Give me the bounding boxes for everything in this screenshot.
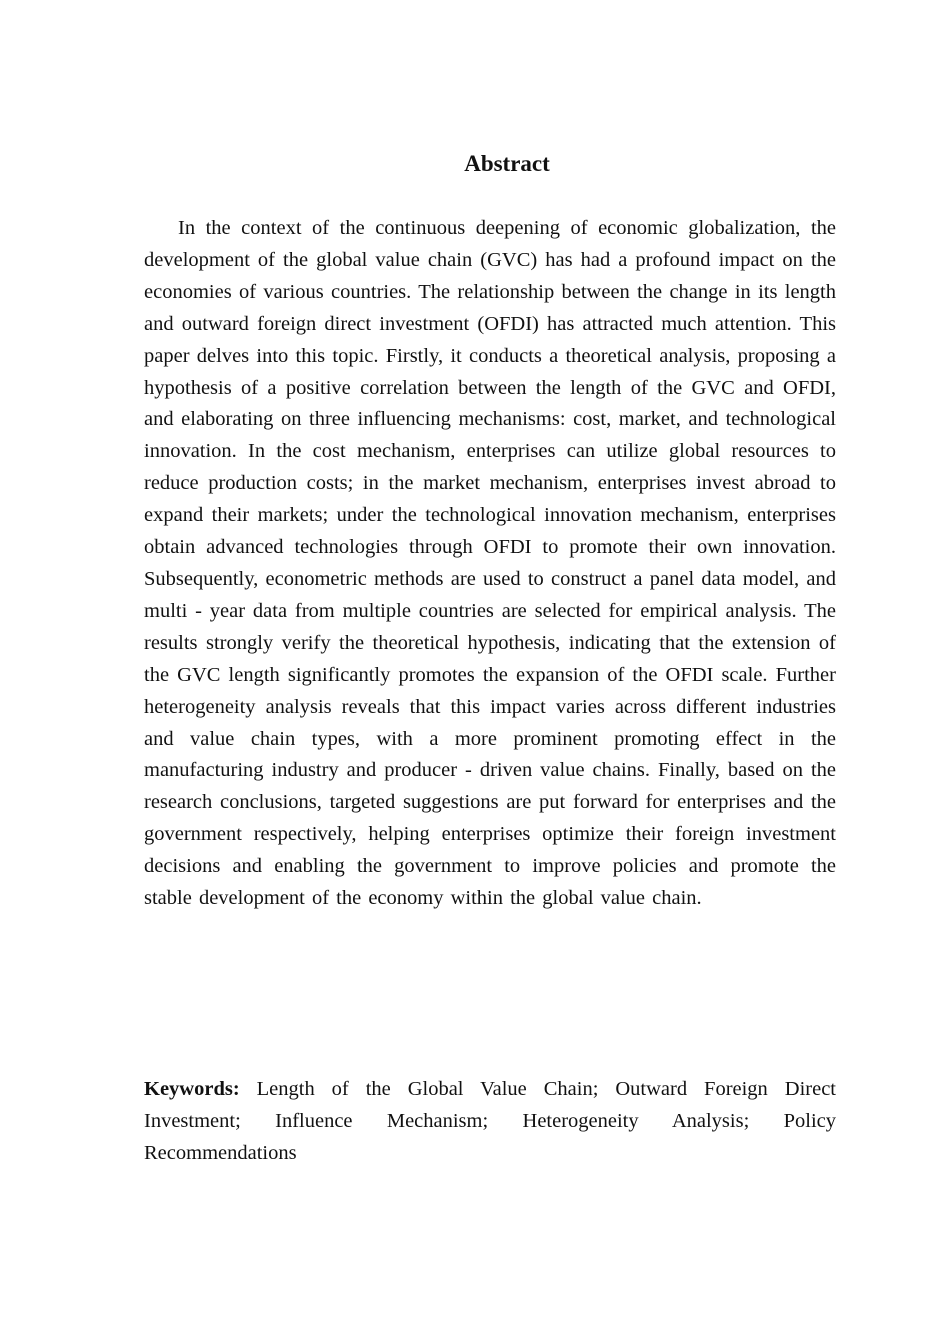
keywords-label: Keywords: (144, 1078, 240, 1100)
keywords-section (144, 1074, 836, 1170)
page-title: Abstract (464, 151, 550, 176)
keywords-text: Length of the Global Value Chain; Outward Foreign Direct Investment; Influence Mechanism; Heterogeneity Analysis; Policy Recommendations (144, 1078, 836, 1164)
abstract-body: In the context of the continuous deepening of economic globalization, the development of the global value chain (GVC) has had a profound impact on the economies of various countries. The relationship between the change in its length and outward foreign direct investment (OFDI) has attracted much attention. This paper delves into this topic. Firstly, it conducts a theoretical analysis, proposing a hypothesis of a positive correlation between the length of the GVC and OFDI, and elaborating on three influencing mechanisms: cost, market, and technological innovation. In the cost mechanism, enterprises can utilize global resources to reduce production costs; in the market mechanism, enterprises invest abroad to expand their markets; under the technological innovation mechanism, enterprises obtain advanced technologies through OFDI to promote their own innovation. Subsequently, econometric methods are used to construct a panel data model, and multi - year data from multiple countries are selected for empirical analysis. The results strongly verify the theoretical hypothesis, indicating that the extension of the GVC length significantly promotes the expansion of the OFDI scale. Further heterogeneity analysis reveals that this impact varies across different industries and value chain types, with a more prominent promoting effect in the manufacturing industry and producer - driven value chains. Finally, based on the research conclusions, targeted suggestions are put forward for enterprises and the government respectively, helping enterprises optimize their foreign investment decisions and enabling the government to improve policies and promote the stable development of the economy within the global value chain. (144, 217, 836, 910)
